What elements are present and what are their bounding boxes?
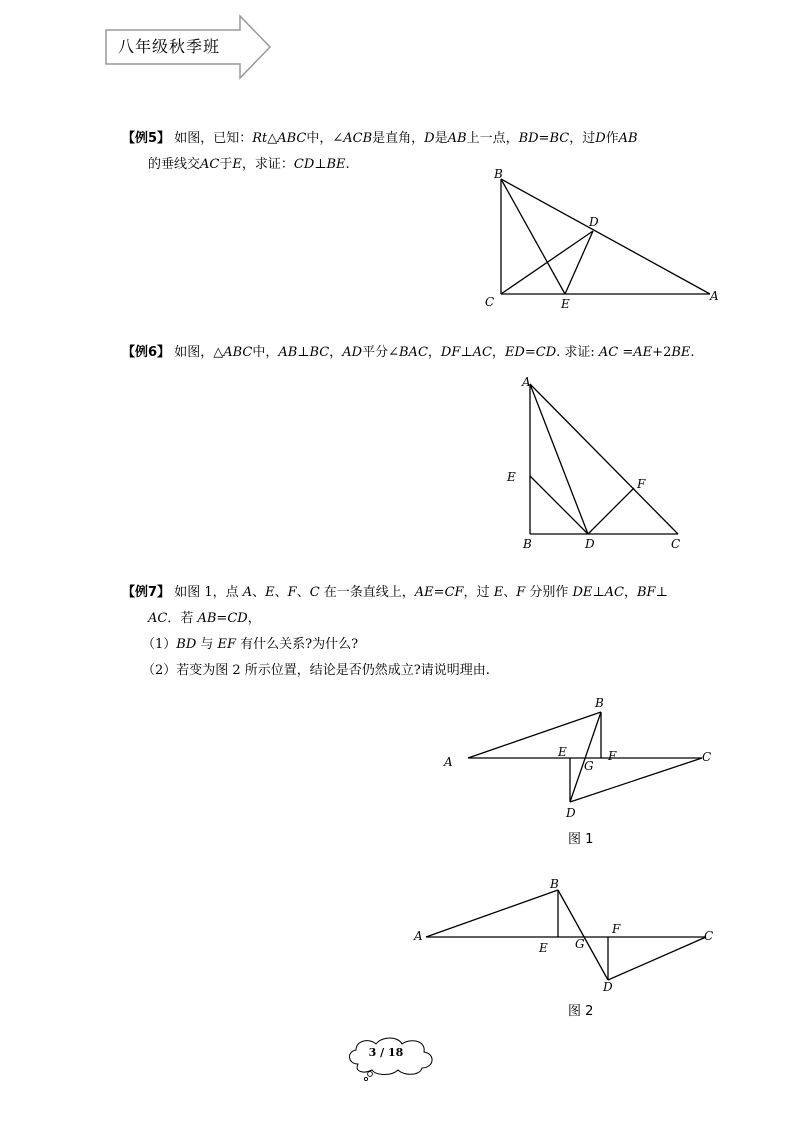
example-5-tag: 【例5】: [122, 131, 171, 146]
label-D: D: [566, 806, 576, 820]
text: 、: [274, 585, 288, 600]
math: D: [424, 131, 435, 146]
label-A: A: [444, 755, 453, 769]
question-2: （2）若变为图 2 所示位置，结论是否仍然成立?请说明理由.: [142, 663, 490, 678]
math: D: [595, 131, 606, 146]
math: BF⊥: [637, 585, 668, 600]
math: CD⊥BE: [293, 157, 346, 172]
example-7-figure-1: [438, 692, 728, 826]
text: 如图，已知：: [174, 131, 253, 146]
math: BAC: [399, 345, 428, 360]
example-6-tag: 【例6】: [122, 345, 171, 360]
text: 、: [252, 585, 266, 600]
text: 中，∠: [306, 131, 344, 146]
page-number: 3 / 18: [368, 1046, 404, 1059]
text: ，: [427, 345, 441, 360]
label-C: C: [485, 295, 495, 309]
text: ，: [623, 585, 637, 600]
label-C: C: [704, 929, 714, 943]
example-5-figure: [478, 162, 738, 314]
label-F: F: [612, 922, 621, 936]
label-G: G: [584, 759, 594, 773]
label-E: E: [558, 745, 567, 759]
math: E: [265, 585, 275, 600]
text: 如图，△: [174, 345, 224, 360]
text: ，: [329, 345, 343, 360]
text: 的垂线交: [148, 157, 201, 172]
text: . 求证:: [556, 345, 599, 360]
label-C: C: [671, 537, 681, 551]
label-D: D: [603, 980, 613, 994]
math: AC: [148, 611, 168, 626]
label-E: E: [539, 941, 548, 955]
label-D: D: [589, 215, 599, 229]
math: AB=CD: [197, 611, 248, 626]
text: 作: [605, 131, 619, 146]
math: Rt△ABC: [252, 131, 307, 146]
math: AB⊥BC: [278, 345, 330, 360]
label-E: E: [507, 470, 516, 484]
math: ABC: [223, 345, 253, 360]
math: BE: [671, 345, 691, 360]
math: DE⊥AC: [572, 585, 624, 600]
label-A: A: [710, 289, 719, 303]
text: 是: [434, 131, 448, 146]
example-6-text: [122, 340, 695, 366]
text: ，求证：: [241, 157, 294, 172]
math: E: [232, 157, 242, 172]
label-F: F: [637, 477, 646, 491]
math: BD: [176, 637, 197, 652]
example-7-tag: 【例7】: [122, 585, 171, 600]
label-B: B: [494, 167, 503, 181]
math: E: [493, 585, 504, 600]
example-7-text: [122, 580, 668, 684]
text: 、: [296, 585, 310, 600]
text: +2: [652, 345, 672, 360]
text: 如图 1，点: [174, 585, 243, 600]
text: ．若: [167, 611, 198, 626]
text: 、: [503, 585, 517, 600]
text: .: [690, 345, 695, 360]
label-A: A: [522, 375, 531, 389]
text: ，过: [463, 585, 494, 600]
question-1: [122, 632, 668, 658]
text: 在一条直线上，: [319, 585, 415, 600]
text: .: [345, 157, 350, 172]
label-B: B: [523, 537, 532, 551]
math: AC: [598, 345, 619, 360]
label-A: A: [414, 929, 423, 943]
text: 于: [219, 157, 233, 172]
text: 有什么关系?为什么?: [236, 637, 359, 652]
math: DF⊥AC: [440, 345, 492, 360]
math: F: [516, 585, 526, 600]
label-F: F: [608, 749, 617, 763]
math: ED=CD: [504, 345, 557, 360]
label-G: G: [575, 937, 585, 951]
text: 上一点，: [466, 131, 519, 146]
label-C: C: [702, 750, 712, 764]
text: 平分∠: [362, 345, 399, 360]
label-E: E: [561, 297, 570, 311]
math: BD=BC: [518, 131, 570, 146]
text: ，: [247, 611, 261, 626]
text: ，: [491, 345, 505, 360]
math: AC: [200, 157, 220, 172]
text: 中，: [252, 345, 279, 360]
header-title: 八年级秋季班: [118, 37, 221, 56]
figure-2-caption: 图 2: [568, 1004, 594, 1019]
math: EF: [217, 637, 237, 652]
label-B: B: [550, 877, 559, 891]
label-D: D: [585, 537, 595, 551]
math: AE: [633, 345, 653, 360]
text: ，过: [569, 131, 596, 146]
math: ACB: [343, 131, 373, 146]
math: AB: [618, 131, 638, 146]
example-7-figure-2: [410, 870, 720, 996]
math: AD: [342, 345, 363, 360]
text: （1）: [142, 637, 177, 652]
text: 分别作: [525, 585, 573, 600]
text: 是直角，: [372, 131, 425, 146]
math: A: [242, 585, 253, 600]
math: F: [287, 585, 297, 600]
example-6-figure: [500, 372, 700, 554]
math: C: [309, 585, 320, 600]
label-B: B: [595, 696, 604, 710]
text: =: [618, 345, 634, 360]
cloud-page-badge: [340, 1034, 440, 1084]
figure-1-caption: 图 1: [568, 832, 594, 847]
math: AE=CF: [414, 585, 464, 600]
text: 与: [196, 637, 218, 652]
math: AB: [447, 131, 467, 146]
